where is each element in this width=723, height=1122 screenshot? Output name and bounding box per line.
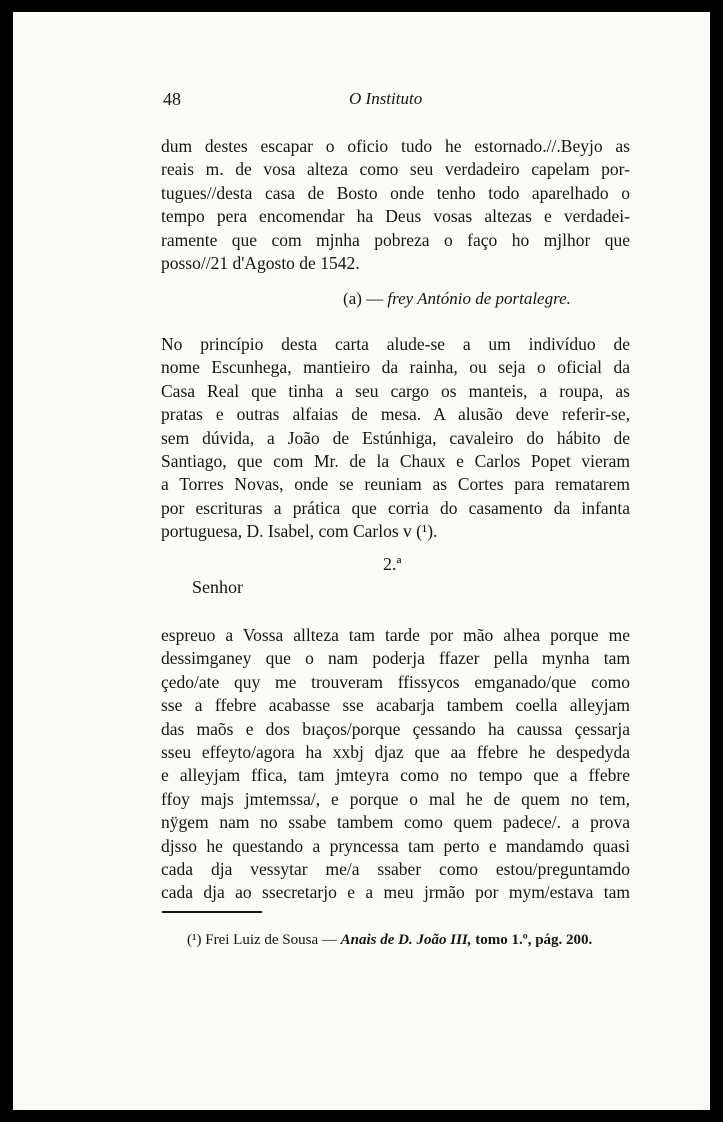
text-line: Santiago, que com Mr. de la Chaux e Carlos Popet vieram	[161, 451, 630, 472]
text-line: dum destes escapar o oficio tudo he estornado.//.Beyjo as	[161, 136, 630, 156]
text-line: a Torres Novas, onde se reuniam as Cortes para rematarem	[161, 474, 630, 495]
letter-signature	[343, 289, 571, 309]
text-line: sem dúvida, a João de Estúnhiga, cavaleiro do hábito de	[161, 427, 630, 448]
signature-marker: (a)	[343, 289, 362, 308]
text-line: djsso he questando a pryncessa tam perto e mandamdo quasi	[161, 835, 630, 856]
text-line: sse a ffebre acabasse sse acabarja tambem coella alleyjam	[161, 695, 630, 716]
document-page	[13, 12, 710, 1110]
second-letter-paragraph	[161, 624, 630, 905]
text-line: portuguesa, D. Isabel, com Carlos v (¹).	[161, 521, 438, 542]
signature-dash: —	[366, 289, 384, 308]
text-line: tugues//desta casa de Bosto onde tenho todo aparelhado o	[161, 182, 630, 203]
text-line: e alleyjam ffica, tam jmteyra como no tempo que a ffebre	[161, 765, 630, 786]
text-line: çedo/ate quy me trouveram ffissycos emganado/que como	[161, 671, 630, 692]
signature-name: frey António de portalegre.	[387, 289, 571, 308]
text-line: ffoy majs jmtemssa/, e porque o mal he de quem no tem,	[161, 788, 630, 809]
text-line: Casa Real que tinha a seu cargo os manteis, a roupa, as	[161, 380, 630, 401]
page-number: 48	[163, 89, 181, 109]
footnote-divider	[162, 911, 262, 913]
footnote	[187, 932, 592, 949]
text-line: posso//21 d'Agosto de 1542.	[161, 253, 360, 274]
running-title: O Instituto	[349, 89, 423, 108]
salutation: Senhor	[192, 577, 243, 597]
text-line: No princípio desta carta alude-se a um indivíduo de	[161, 334, 630, 354]
text-line: por escrituras a prática que corria do casamento da infanta	[161, 497, 630, 518]
text-line: dessimganey que o nam poderja ffazer pella mynha tam	[161, 648, 630, 669]
text-line: cada dja ao ssecretarjo e a meu jrmão por mym/estava tam	[161, 882, 630, 903]
footnote-source: Anais de D. João III,	[340, 932, 472, 948]
text-line: reais m. de vosa alteza como seu verdadeiro capelam por-	[161, 159, 630, 180]
text-line: ramente que com mjnha pobreza o faço ho mjlhor que	[161, 229, 630, 250]
text-line: espreuo a Vossa allteza tam tarde por mão alhea porque me	[161, 625, 630, 645]
text-line: nÿgem nam no ssabe tambem como quem padece/. a prova	[161, 812, 630, 833]
text-line: sseu effeyto/agora ha xxbj djaz que aa ffebre he despedyda	[161, 742, 630, 763]
text-line: cada dja vessytar me/a ssaber como estou/preguntamdo	[161, 859, 630, 880]
commentary-paragraph	[161, 333, 630, 544]
footnote-details: tomo 1.º, pág. 200.	[475, 932, 593, 948]
letter-number: 2.ª	[383, 554, 402, 574]
letter-excerpt-paragraph	[161, 135, 630, 275]
footnote-marker: (¹)	[187, 932, 202, 948]
footnote-dash: —	[321, 932, 337, 948]
text-line: pratas e outras alfaias de mesa. A alusão deve referir-se,	[161, 404, 630, 425]
page-header	[13, 89, 710, 113]
text-line: nome Escunhega, mantieiro da rainha, ou seja o oficial da	[161, 357, 630, 378]
text-line: das maõs e dos bɪaços/porque çessando ha caussa çessarja	[161, 718, 630, 739]
text-line: tempo pera encomendar ha Deus vosas altezas e verdadei-	[161, 206, 630, 227]
footnote-author: Frei Luiz de Sousa	[205, 932, 319, 948]
